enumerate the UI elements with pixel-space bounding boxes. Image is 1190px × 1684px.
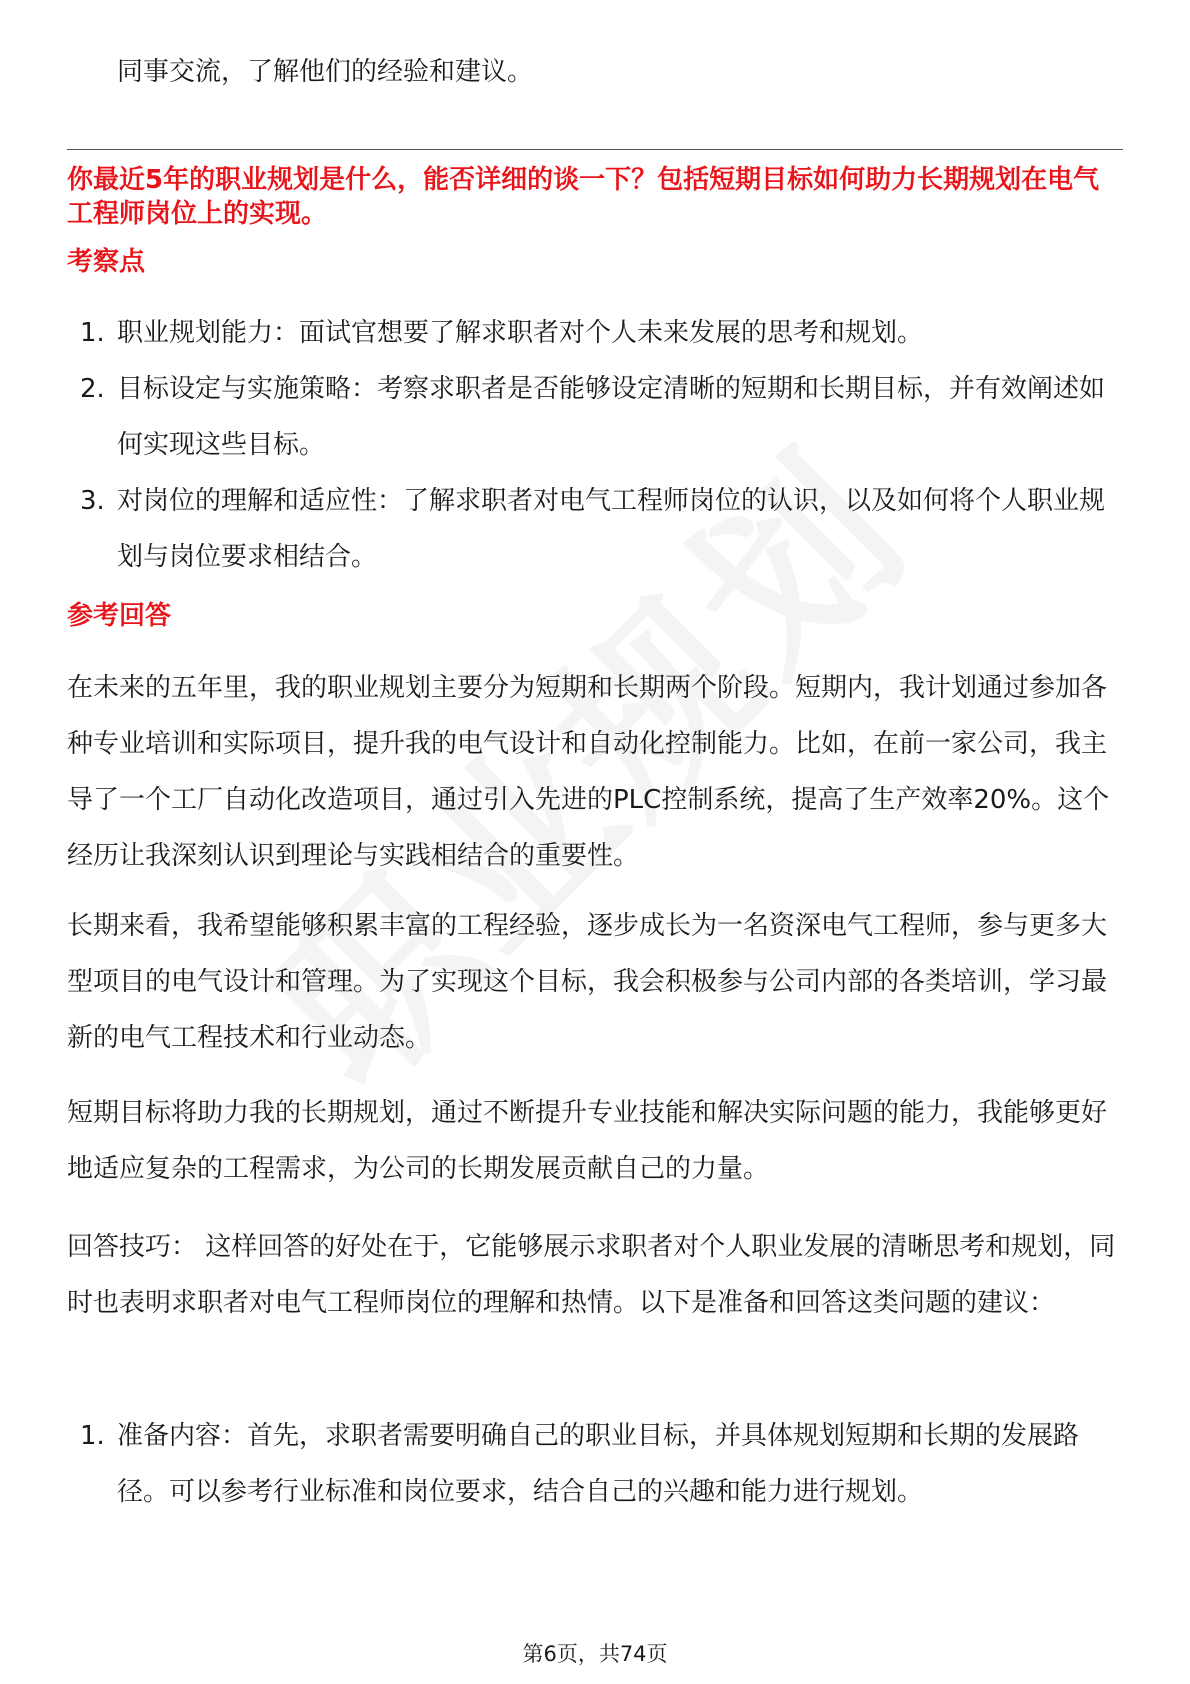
list-item	[67, 473, 1123, 585]
list-item	[67, 305, 1123, 361]
assessment-list	[67, 305, 1123, 585]
answer-paragraph: 短期目标将助力我的长期规划，通过不断提升专业技能和解决实际问题的能力，我能够更好地适应复杂的工程需求，为公司的长期发展贡献自己的力量。	[67, 1098, 1108, 1184]
list-number: 1.	[80, 1421, 105, 1451]
list-item-text: 职业规划能力：面试官想要了解求职者对个人未来发展的思考和规划。	[117, 318, 924, 348]
section-heading-assessment: 考察点	[67, 247, 146, 277]
list-item-text: 目标设定与实施策略：考察求职者是否能够设定清晰的短期和长期目标，并有效阐述如何实现这些目标。	[117, 374, 1106, 460]
tips-list	[67, 1408, 1123, 1520]
list-item-text: 对岗位的理解和适应性：了解求职者对电气工程师岗位的认识，以及如何将个人职业规划与岗位要求相结合。	[117, 486, 1106, 572]
list-number: 1.	[80, 318, 105, 348]
list-item	[67, 361, 1123, 473]
interview-question: 你最近5年的职业规划是什么，能否详细的谈一下？包括短期目标如何助力长期规划在电气工程师岗位上的实现。	[67, 165, 1100, 229]
list-number: 2.	[80, 374, 105, 404]
section-divider	[67, 149, 1123, 150]
continuation-text: 同事交流，了解他们的经验和建议。	[117, 57, 534, 87]
section-heading-reference-answer: 参考回答	[67, 601, 172, 631]
list-number: 3.	[80, 486, 105, 516]
list-item	[67, 1408, 1123, 1520]
answer-paragraph: 长期来看，我希望能够积累丰富的工程经验，逐步成长为一名资深电气工程师，参与更多大型项目的电气设计和管理。为了实现这个目标，我会积极参与公司内部的各类培训，学习最新的电气工程技术和行业动态。	[67, 911, 1108, 1053]
list-item-text: 准备内容：首先，求职者需要明确自己的职业目标，并具体规划短期和长期的发展路径。可以参考行业标准和岗位要求，结合自己的兴趣和能力进行规划。	[117, 1421, 1080, 1507]
page-footer: 第6页，共74页	[522, 1642, 668, 1666]
answer-tips-paragraph: 回答技巧： 这样回答的好处在于，它能够展示求职者对个人职业发展的清晰思考和规划，同时也表明求职者对电气工程师岗位的理解和热情。以下是准备和回答这类问题的建议：	[67, 1232, 1116, 1318]
answer-paragraph: 在未来的五年里，我的职业规划主要分为短期和长期两个阶段。短期内，我计划通过参加各种专业培训和实际项目，提升我的电气设计和自动化控制能力。比如，在前一家公司，我主导了一个工厂自动化改造项目，通过引入先进的PLC控制系统，提高了生产效率20%。这个经历让我深刻认识到理论与实践相结合的重要性。	[67, 673, 1110, 871]
